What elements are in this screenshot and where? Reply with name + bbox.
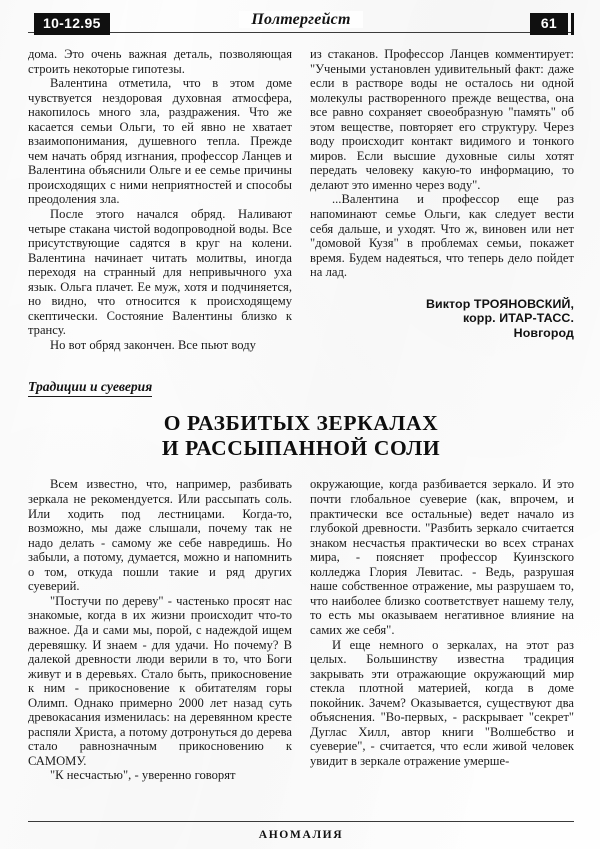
page-number-badge: 61 <box>530 13 568 35</box>
headline-line-1: О РАЗБИТЫХ ЗЕРКАЛАХ <box>163 411 439 436</box>
publication-name: АНОМАЛИЯ <box>258 828 344 841</box>
author-city: Новгород <box>513 325 574 340</box>
article-bottom-left-column <box>28 477 292 782</box>
paragraph: окружающие, когда разбивается зеркало. И это почти глобальное суеверие (как, впрочем, и практически все остальные) ведет начало из глубокой древности. "Разбить зеркало считается знаком несчастья практически во всех странах мира, - поясняет профессор Куинзского колледжа Глория Левитас. - Ведь, разрушая наше собственное отражение, мы разрушаем то, что наиболее близко соответствует нашему телу, то есть мы оказываем негативное влияние на самих же себя". <box>310 477 574 637</box>
author-name: Виктор ТРОЯНОВСКИЙ, <box>425 296 574 311</box>
issue-date-badge: 10-12.95 <box>34 13 110 35</box>
article-top <box>28 47 574 352</box>
rubric-wrapper <box>28 378 574 397</box>
headline-line-2: И РАССЫПАННОЙ СОЛИ <box>161 436 441 461</box>
running-head-title <box>28 11 574 29</box>
running-head <box>28 10 574 40</box>
author-signature <box>310 297 574 341</box>
article-top-left-column <box>28 47 292 352</box>
paragraph: После этого начался обряд. Наливают четыре стакана чистой водопроводной воды. Все присутствующие садятся в круг на колени. Валентина начинает читать молитвы, иногда переходя на странный для непривычного уха язык. Ольга плачет. Ее муж, хотя и подчиняется, но видно, что относится к происходящему скептически. Состояние Валентины близко к трансу. <box>28 207 292 338</box>
paragraph: "К несчастью", - уверенно говорят <box>50 768 236 783</box>
section-rubric: Традиции и суеверия <box>28 379 152 397</box>
paragraph: Но вот обряд закончен. Все пьют воду <box>50 337 256 352</box>
article-headline <box>28 411 574 461</box>
paragraph: из стаканов. Профессор Ланцев комментирует: "Учеными установлен удивительный факт: даже если в растворе воды не осталось ни одной молекулы растворенного прежде вещества, она все равно сохраняет своеобразную "память" об этом веществе, повторяет его структуру. Через воду происходит контакт видимого и тонкого миров. Если высшие духовные силы хотят передать человеку какую-то информацию, то делают это именно через воду". <box>310 47 574 192</box>
running-head-title-text: Полтергейст <box>239 11 362 28</box>
paragraph: Валентина отметила, что в этом доме чувствуется нездоровая духовная атмосфера, накопилось много зла, раздражения. Что же касается семьи Ольги, то ей явно не хватает взаимопонимания, душевного тепла. Прежде чем начать обряд изгнания, профессор Ланцев и Валентина объяснили Ольге и ее семье причины происходящих с ними неприятностей и способы преодоления зла. <box>28 76 292 207</box>
paragraph: Всем известно, что, например, разбивать зеркала не рекомендуется. Или рассыпать соль. Или ходить под лестницами. Когда-то, возможно, мы даже слышали, почему так не надо делать - самому же себе навредишь. Но забыли, а потому, думается, можно и напомнить о том, откуда пошли такие и ряд других суеверий. <box>28 477 292 594</box>
article-top-right-column <box>310 47 574 341</box>
page-inner <box>28 0 574 849</box>
footer-rule <box>28 821 574 822</box>
article-bottom <box>28 477 574 782</box>
paragraph: дома. Это очень важная деталь, позволяющая строить некоторые гипотезы. <box>28 47 292 76</box>
page-footer <box>28 821 574 841</box>
author-affiliation: корр. ИТАР-ТАСС. <box>462 311 574 326</box>
paragraph: И еще немного о зеркалах, на этот раз целых. Большинству известна традиция закрывать эти отражающие окружающий мир стекла плотной материей, когда в доме покойник. Зачем? Оказывается, существуют два объяснения. "Во-первых, - раскрывает "секрет" Дуглас Хилл, автор книги "Волшебство и суеверие", - считается, что если живой человек увидит в зеркале отражение умерше- <box>310 637 574 768</box>
running-head-rule <box>28 32 574 33</box>
paragraph: ...Валентина и профессор еще раз напоминают семье Ольги, как следует вести себя дальше, и уходят. Что ж, виновен или нет "домовой Кузя" в проблемах семьи, покажет время. Будем надеяться, что теперь дело пойдет на лад. <box>310 192 574 280</box>
paragraph: "Постучи по дереву" - частенько просят нас знакомые, когда в их жизни происходит что-то важное. Да и сами мы, порой, с надеждой ищем деревяшку. И знаем - для удачи. Но почему? В далекой древности люди верили в то, что Боги живут и в деревьях. Стало быть, прикосновение к ним - прикосновение к обитателям горы Олимп. Однако примерно 2000 лет назад суть древокасания изменилась: на деревянном кресте распяли Христа, а потому дотронуться до дерева стало равнозначным прикосновению к САМОМУ. <box>28 593 292 768</box>
article-bottom-right-column <box>310 477 574 768</box>
page-number-tick <box>571 13 574 35</box>
